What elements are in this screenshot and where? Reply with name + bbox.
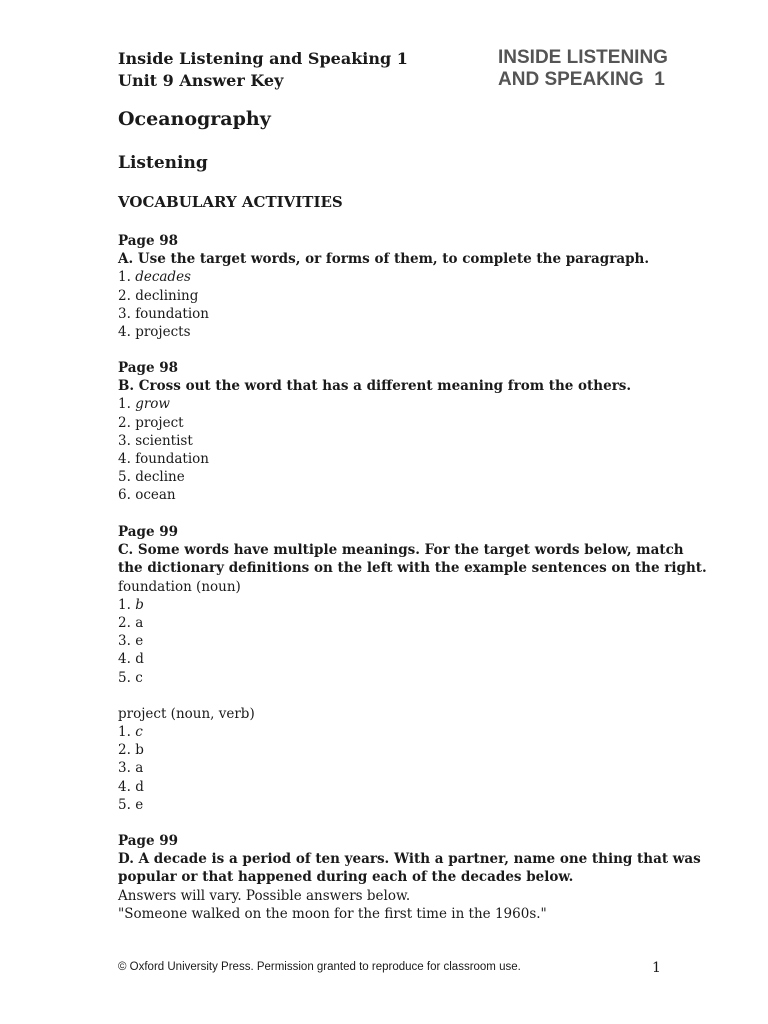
answer-item: 4. foundation — [118, 451, 209, 468]
group-label-foundation: foundation (noun) — [118, 578, 241, 595]
copyright-footer: © Oxford University Press. Permission granted to reproduce for classroom use. — [118, 961, 521, 973]
answer-item: 2. a — [118, 615, 144, 632]
answer-item: 5. e — [118, 796, 144, 813]
instruction-line-1: D. A decade is a period of ten years. With a partner, name one thing that was — [118, 851, 701, 868]
answer-item: 2. declining — [118, 287, 199, 304]
page-subtitle: Listening — [118, 153, 208, 173]
exercise-c — [118, 523, 707, 814]
answer-item: 1. b — [118, 596, 144, 613]
page-number: 1 — [652, 960, 661, 976]
instruction: B. Cross out the word that has a different meaning from the others. — [118, 378, 632, 395]
page-title: Oceanography — [118, 108, 271, 130]
instruction: A. Use the target words, or forms of them, to complete the paragraph. — [118, 251, 650, 268]
answer-item: 4. d — [118, 651, 144, 668]
exercise-b — [118, 359, 678, 505]
page-ref: Page 98 — [118, 233, 179, 249]
exercise-d — [118, 832, 701, 923]
answer-item: 3. scientist — [118, 432, 193, 449]
page-ref: Page 99 — [118, 524, 179, 540]
instruction-line-2: the dictionary definitions on the left with the example sentences on the right. — [118, 560, 707, 577]
answer-item: 3. a — [118, 760, 144, 777]
answer-item: 2. b — [118, 742, 144, 759]
exercise-a — [118, 232, 678, 341]
instruction-line-2: popular or that happened during each of the decades below. — [118, 869, 574, 886]
answer-item: 5. c — [118, 669, 143, 686]
page-ref: Page 99 — [118, 833, 179, 849]
group-label-project: project (noun, verb) — [118, 705, 255, 722]
answer-item: 3. foundation — [118, 305, 209, 322]
example-answer: "Someone walked on the moon for the first time in the 1960s." — [118, 905, 547, 922]
answer-item: 6. ocean — [118, 487, 176, 504]
section-heading: VOCABULARY ACTIVITIES — [118, 193, 343, 211]
answer-note: Answers will vary. Possible answers below. — [118, 887, 411, 904]
instruction-line-1: C. Some words have multiple meanings. For the target words below, match — [118, 542, 684, 559]
unit-title: Unit 9 Answer Key — [118, 71, 284, 90]
answer-item: 1. c — [118, 724, 143, 741]
answer-item: 1. decades — [118, 269, 191, 286]
page-ref: Page 98 — [118, 360, 179, 376]
answer-item: 3. e — [118, 633, 144, 650]
brand-line-1: INSIDE LISTENING — [498, 47, 668, 68]
answer-item: 1. grow — [118, 396, 170, 413]
answer-item: 4. d — [118, 778, 144, 795]
answer-item: 2. project — [118, 414, 184, 431]
brand-line-2: AND SPEAKING 1 — [498, 69, 665, 90]
answer-item: 5. decline — [118, 469, 185, 486]
book-title: Inside Listening and Speaking 1 — [118, 49, 408, 68]
answer-item: 4. projects — [118, 324, 191, 341]
brand-logo — [498, 47, 668, 91]
document-header — [118, 48, 408, 92]
